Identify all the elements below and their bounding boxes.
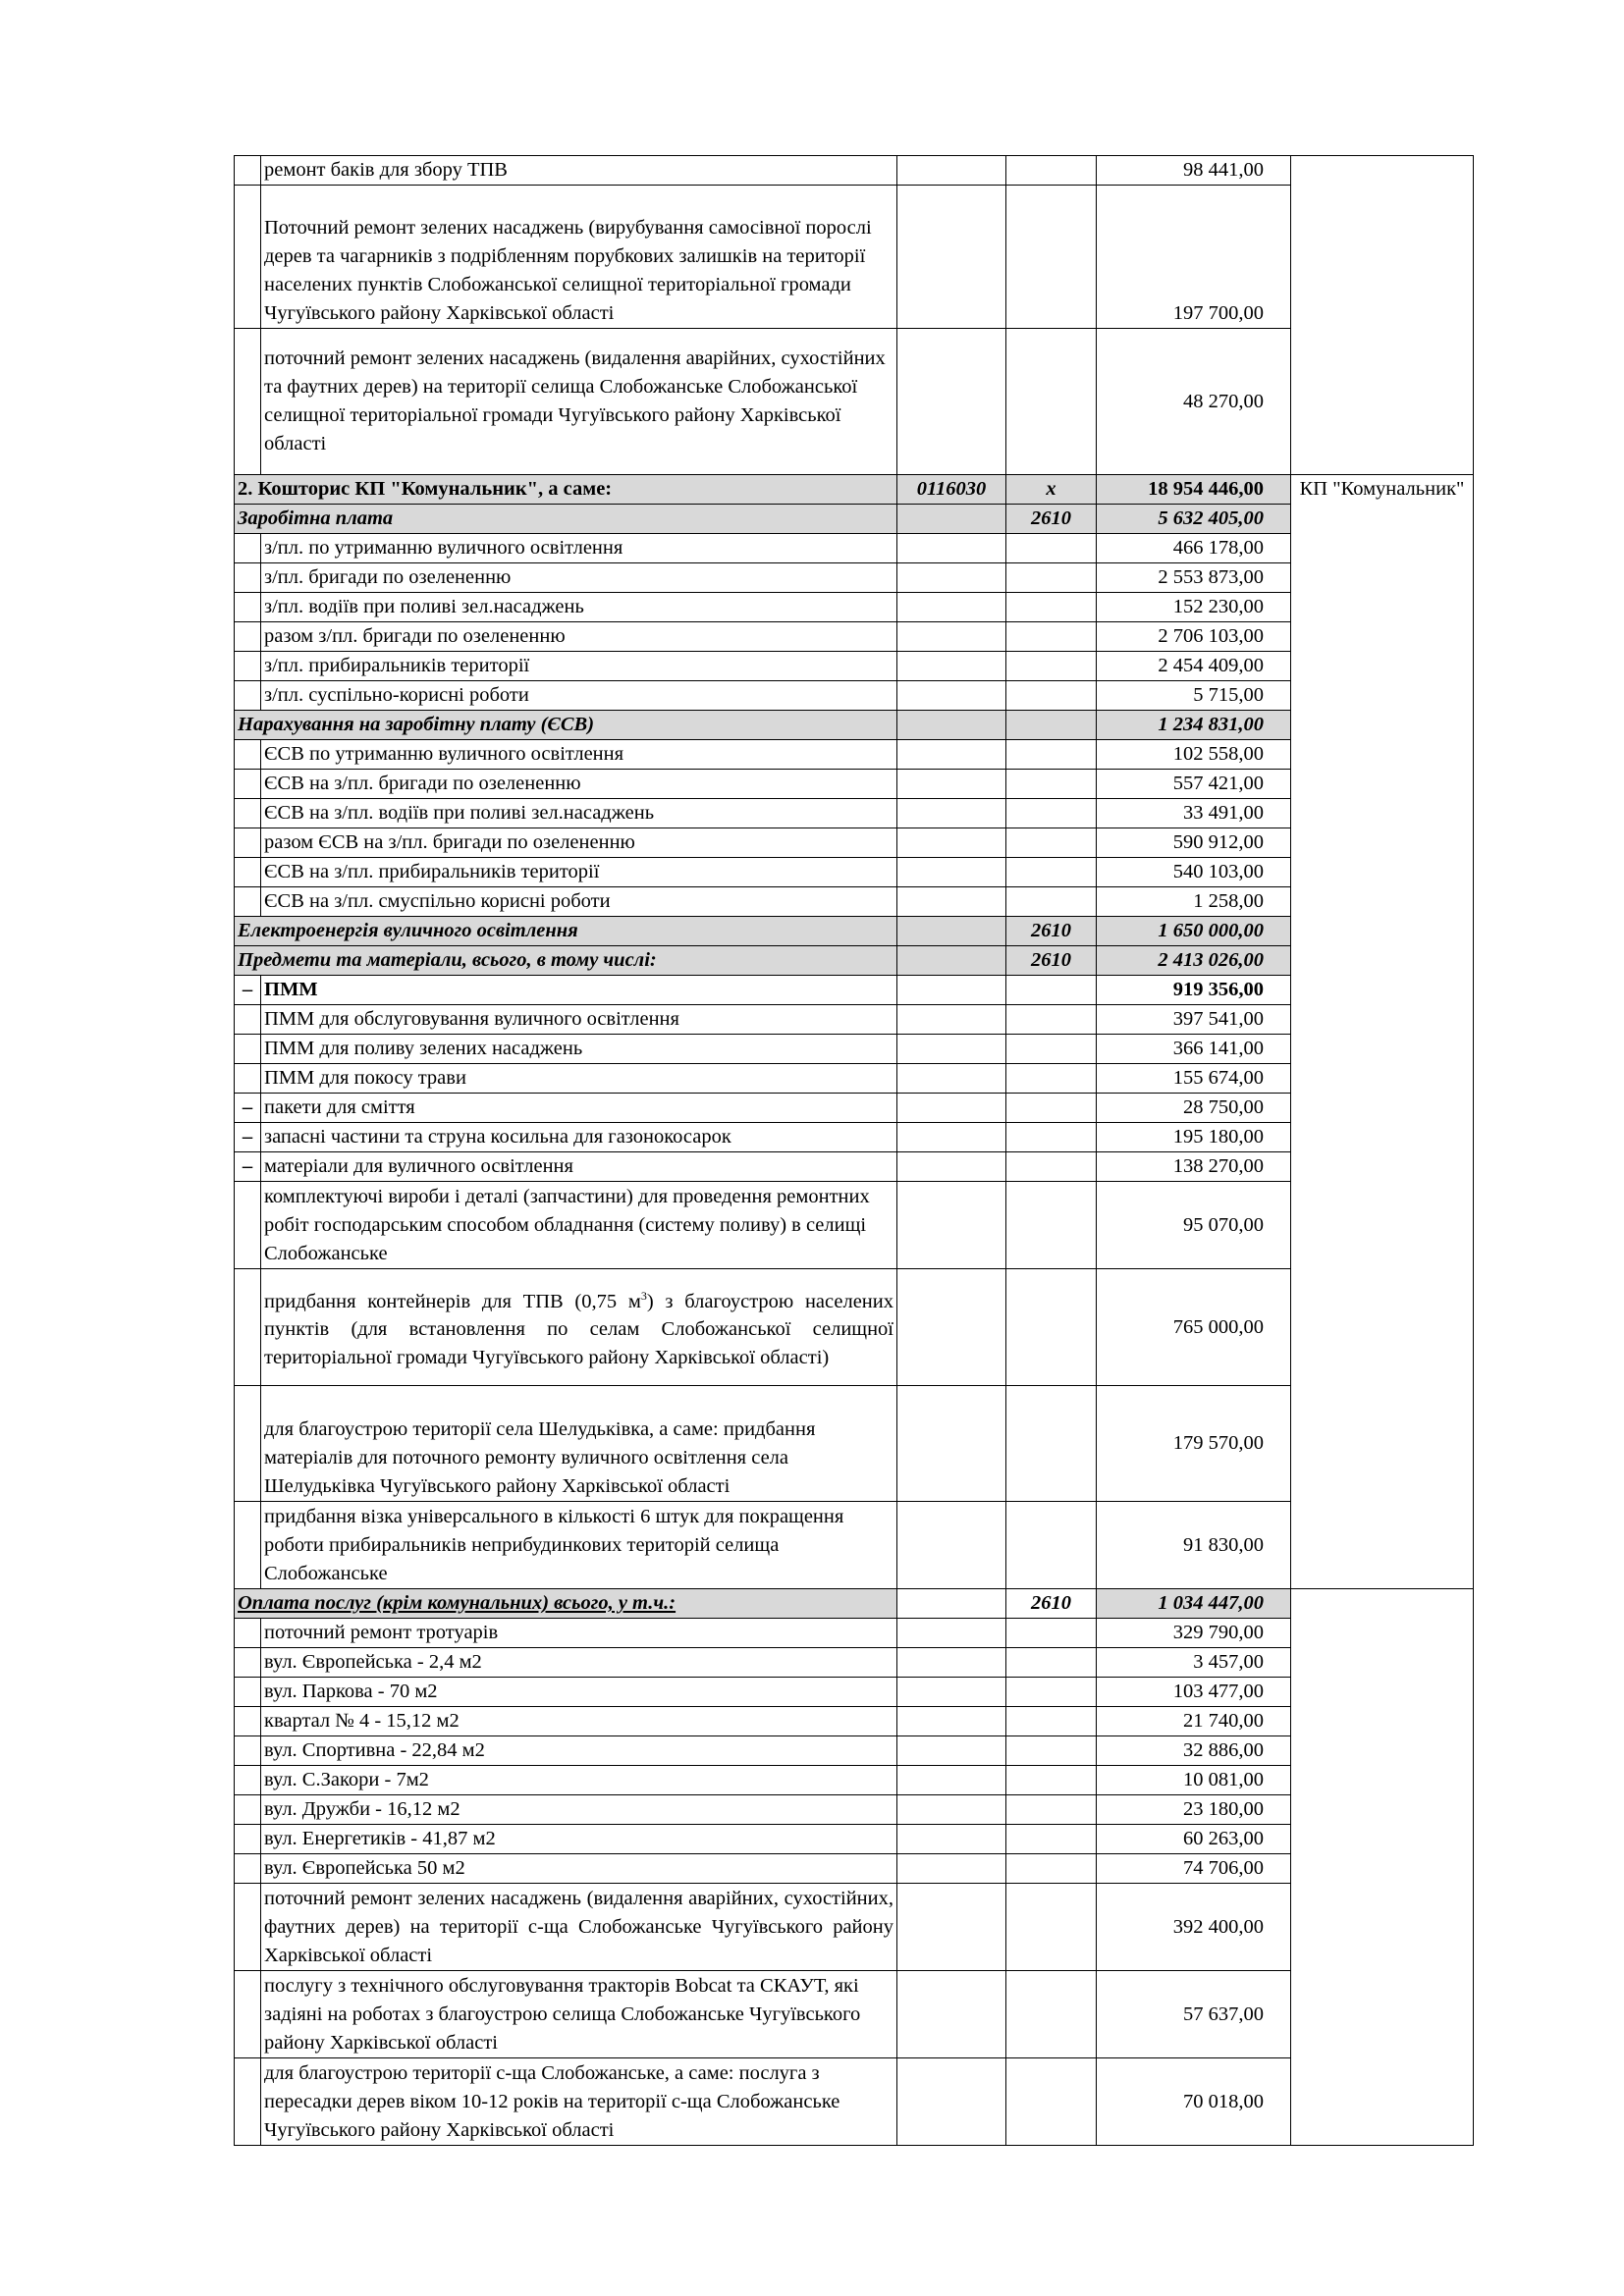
item-amount: 195 180,00 — [1097, 1123, 1291, 1152]
kekv-code: 2610 — [1006, 946, 1097, 976]
category-amount: 1 234 831,00 — [1097, 711, 1291, 740]
item-description: ПММ для поливу зелених насаджень — [261, 1035, 897, 1064]
item-amount: 48 270,00 — [1097, 329, 1291, 475]
item-amount: 590 912,00 — [1097, 828, 1291, 858]
item-description: ПММ для покосу трави — [261, 1064, 897, 1094]
table-row — [235, 1619, 1474, 1648]
item-amount: 540 103,00 — [1097, 858, 1291, 887]
table-row — [235, 976, 1474, 1005]
item-amount: 138 270,00 — [1097, 1152, 1291, 1182]
item-amount: 329 790,00 — [1097, 1619, 1291, 1648]
estimate-table — [234, 155, 1474, 2146]
item-amount: 95 070,00 — [1097, 1182, 1291, 1269]
item-amount: 3 457,00 — [1097, 1648, 1291, 1678]
category-title: Предмети та матеріали, всього, в тому числі: — [235, 946, 897, 976]
item-amount: 2 454 409,00 — [1097, 652, 1291, 681]
item-description: поточний ремонт зелених насаджень (видалення аварійних, сухостійних, фаутних дерев) на території с-ща Слобожанське Чугуївського району Харківської області — [261, 1884, 897, 1971]
item-amount: 21 740,00 — [1097, 1707, 1291, 1736]
item-amount: 152 230,00 — [1097, 593, 1291, 622]
item-description: з/пл. прибиральників території — [261, 652, 897, 681]
item-amount: 397 541,00 — [1097, 1005, 1291, 1035]
table-row — [235, 1795, 1474, 1825]
item-description: вул. Європейська 50 м2 — [261, 1854, 897, 1884]
table-row — [235, 652, 1474, 681]
item-description: ремонт баків для збору ТПВ — [261, 156, 897, 186]
item-amount: 98 441,00 — [1097, 156, 1291, 186]
item-amount: 103 477,00 — [1097, 1678, 1291, 1707]
kekv-code: x — [1006, 475, 1097, 505]
item-amount: 10 081,00 — [1097, 1766, 1291, 1795]
item-amount: 32 886,00 — [1097, 1736, 1291, 1766]
section-row — [235, 475, 1474, 505]
item-amount: 466 178,00 — [1097, 534, 1291, 563]
item-description: вул. Енергетиків - 41,87 м2 — [261, 1825, 897, 1854]
category-row — [235, 946, 1474, 976]
estimate-table-wrapper — [234, 155, 1474, 2146]
item-amount: 102 558,00 — [1097, 740, 1291, 770]
item-amount: 2 553 873,00 — [1097, 563, 1291, 593]
item-amount: 197 700,00 — [1097, 186, 1291, 329]
item-description: комплектуючі вироби і деталі (запчастини) для проведення ремонтних робіт господарським способом обладнання (систему поливу) в селищі Слобожанське — [261, 1182, 897, 1269]
table-row — [235, 1035, 1474, 1064]
category-row — [235, 917, 1474, 946]
item-description: вул. Спортивна - 22,84 м2 — [261, 1736, 897, 1766]
table-row — [235, 1884, 1474, 1971]
item-description: вул. Дружби - 16,12 м2 — [261, 1795, 897, 1825]
item-description: матеріали для вуличного освітлення — [261, 1152, 897, 1182]
item-description: вул. С.Закори - 7м2 — [261, 1766, 897, 1795]
table-row — [235, 622, 1474, 652]
item-description: запасні частини та струна косильна для газонокосарок — [261, 1123, 897, 1152]
item-description: для благоустрою території с-ща Слобожанське, а саме: послуга з пересадки дерев віком 10-12 років на території с-ща Слобожанське Чугуївського району Харківської області — [261, 2058, 897, 2146]
item-description: ЄСВ по утриманню вуличного освітлення — [261, 740, 897, 770]
table-row — [235, 534, 1474, 563]
table-row — [235, 329, 1474, 475]
item-description: поточний ремонт тротуарів — [261, 1619, 897, 1648]
category-title: Оплата послуг (крім комунальних) всього, у т.ч.: — [235, 1589, 897, 1619]
category-row — [235, 505, 1474, 534]
section-amount: 18 954 446,00 — [1097, 475, 1291, 505]
table-row — [235, 1707, 1474, 1736]
table-row — [235, 1736, 1474, 1766]
category-title: Заробітна плата — [235, 505, 897, 534]
item-amount: 74 706,00 — [1097, 1854, 1291, 1884]
item-amount: 366 141,00 — [1097, 1035, 1291, 1064]
item-description: поточний ремонт зелених насаджень (видалення аварійних, сухостійних та фаутних дерев) на території селища Слобожанське Слобожанської селищної територіальної громади Чугуївського району Харківської області — [261, 329, 897, 475]
table-row — [235, 1182, 1474, 1269]
item-description: з/пл. водіїв при поливі зел.насаджень — [261, 593, 897, 622]
table-row — [235, 1094, 1474, 1123]
item-amount: 392 400,00 — [1097, 1884, 1291, 1971]
item-description: з/пл. бригади по озелененню — [261, 563, 897, 593]
kekv-code: 2610 — [1006, 1589, 1097, 1619]
item-amount: 57 637,00 — [1097, 1971, 1291, 2058]
item-description: Поточний ремонт зелених насаджень (вирубування самосівної порослі дерев та чагарників з подрібленням порубкових залишків на території населених пунктів Слобожанської селищної територіальної громади Чугуївського району Харківської області — [261, 186, 897, 329]
table-row — [235, 828, 1474, 858]
item-description: вул. Європейська - 2,4 м2 — [261, 1648, 897, 1678]
table-row — [235, 1123, 1474, 1152]
table-row — [235, 887, 1474, 917]
item-description: з/пл. суспільно-корисні роботи — [261, 681, 897, 711]
category-row — [235, 711, 1474, 740]
table-row — [235, 1854, 1474, 1884]
table-row — [235, 186, 1474, 329]
item-description: разом ЄСВ на з/пл. бригади по озелененню — [261, 828, 897, 858]
section-title: 2. Кошторис КП "Комунальник", а саме: — [235, 475, 897, 505]
table-row — [235, 1005, 1474, 1035]
table-row — [235, 1971, 1474, 2058]
item-description: послугу з технічного обслуговування тракторів Bobcat та СКАУТ, які задіяні на роботах з благоустрою селища Слобожанське Чугуївського району Харківської області — [261, 1971, 897, 2058]
table-row — [235, 1766, 1474, 1795]
item-amount: 60 263,00 — [1097, 1825, 1291, 1854]
category-amount: 1 034 447,00 — [1097, 1589, 1291, 1619]
item-amount: 28 750,00 — [1097, 1094, 1291, 1123]
item-description: ПММ — [261, 976, 897, 1005]
table-row — [235, 1152, 1474, 1182]
table-row — [235, 1064, 1474, 1094]
category-title: Електроенергія вуличного освітлення — [235, 917, 897, 946]
item-amount: 1 258,00 — [1097, 887, 1291, 917]
dash-marker: – — [235, 1152, 261, 1182]
category-title: Нарахування на заробітну плату (ЄСВ) — [235, 711, 897, 740]
item-amount: 33 491,00 — [1097, 799, 1291, 828]
table-row — [235, 593, 1474, 622]
table-row — [235, 563, 1474, 593]
table-row — [235, 1825, 1474, 1854]
item-amount: 5 715,00 — [1097, 681, 1291, 711]
item-amount: 919 356,00 — [1097, 976, 1291, 1005]
table-row — [235, 770, 1474, 799]
kekv-code: 2610 — [1006, 505, 1097, 534]
table-row — [235, 799, 1474, 828]
table-row — [235, 1502, 1474, 1589]
item-amount: 91 830,00 — [1097, 1502, 1291, 1589]
category-row — [235, 1589, 1474, 1619]
item-description: ЄСВ на з/пл. бригади по озелененню — [261, 770, 897, 799]
item-description: для благоустрою території села Шелудьківка, а саме: придбання матеріалів для поточного ремонту вуличного освітлення села Шелудьківка Чугуївського району Харківської області — [261, 1386, 897, 1502]
dash-marker: – — [235, 1123, 261, 1152]
item-amount: 155 674,00 — [1097, 1064, 1291, 1094]
table-row — [235, 1648, 1474, 1678]
table-row — [235, 2058, 1474, 2146]
item-amount: 179 570,00 — [1097, 1386, 1291, 1502]
table-row — [235, 1269, 1474, 1386]
table-row — [235, 156, 1474, 186]
item-description: придбання візка універсального в кількості 6 штук для покращення роботи прибиральників неприбудинкових територій селища Слобожанське — [261, 1502, 897, 1589]
executor: КП "Комунальник" — [1291, 475, 1474, 1589]
item-description: ЄСВ на з/пл. смуспільно корисні роботи — [261, 887, 897, 917]
category-amount: 1 650 000,00 — [1097, 917, 1291, 946]
item-description: ПММ для обслуговування вуличного освітлення — [261, 1005, 897, 1035]
table-row — [235, 740, 1474, 770]
item-amount: 2 706 103,00 — [1097, 622, 1291, 652]
program-code: 0116030 — [897, 475, 1006, 505]
item-amount: 557 421,00 — [1097, 770, 1291, 799]
kekv-code: 2610 — [1006, 917, 1097, 946]
table-row — [235, 681, 1474, 711]
table-row — [235, 1678, 1474, 1707]
item-amount: 765 000,00 — [1097, 1269, 1291, 1386]
dash-marker: – — [235, 1094, 261, 1123]
item-description: ЄСВ на з/пл. водіїв при поливі зел.насаджень — [261, 799, 897, 828]
item-description: з/пл. по утриманню вуличного освітлення — [261, 534, 897, 563]
item-description: пакети для сміття — [261, 1094, 897, 1123]
item-amount: 70 018,00 — [1097, 2058, 1291, 2146]
item-amount: 23 180,00 — [1097, 1795, 1291, 1825]
item-description: придбання контейнерів для ТПВ (0,75 $м^3$) з благоустрою населених пунктів (для встановлення по селам Слобожанської селищної територіальної громади Чугуївського району Харківської області) — [261, 1269, 897, 1386]
category-amount: 5 632 405,00 — [1097, 505, 1291, 534]
category-amount: 2 413 026,00 — [1097, 946, 1291, 976]
item-description: ЄСВ на з/пл. прибиральників території — [261, 858, 897, 887]
item-description: квартал № 4 - 15,12 м2 — [261, 1707, 897, 1736]
item-description: разом з/пл. бригади по озелененню — [261, 622, 897, 652]
dash-marker: – — [235, 976, 261, 1005]
item-description: вул. Паркова - 70 м2 — [261, 1678, 897, 1707]
table-row — [235, 1386, 1474, 1502]
table-row — [235, 858, 1474, 887]
